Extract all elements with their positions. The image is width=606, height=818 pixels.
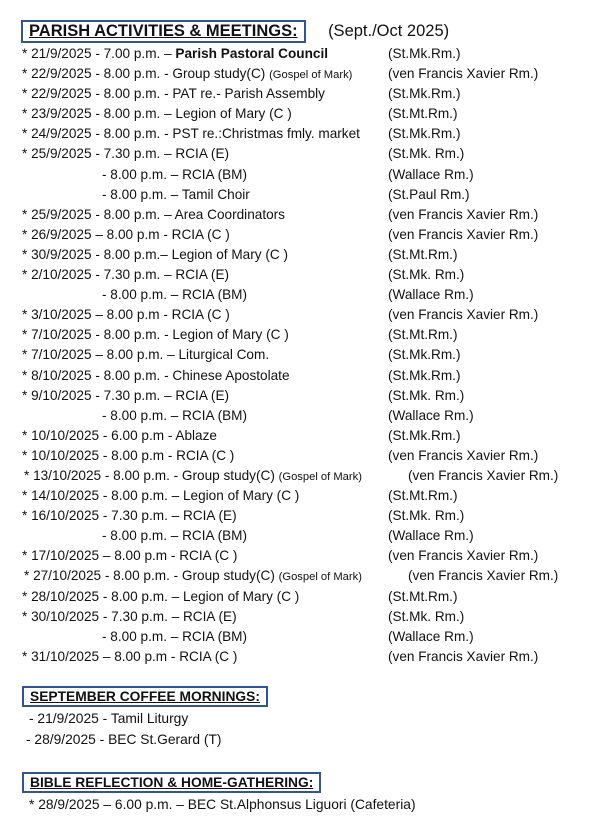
meeting-row <box>0 185 606 205</box>
meeting-time-and-activity: - 8.00 p.m. – RCIA (BM) <box>102 407 248 423</box>
meeting-time-and-activity: * 26/9/2025 – 8.00 p.m - RCIA (C ) <box>22 226 230 242</box>
meeting-venue: (Wallace Rm.) <box>388 628 474 644</box>
meeting-event <box>24 566 362 587</box>
meeting-activity-detail: Parish Pastoral Council <box>175 46 329 61</box>
meeting-event <box>22 144 229 164</box>
meeting-row <box>0 627 606 647</box>
meeting-row <box>0 647 606 667</box>
coffee-item: - 28/9/2025 - BEC St.Gerard (T) <box>26 732 222 747</box>
meetings-list <box>0 44 606 667</box>
meeting-time-and-activity: * 10/10/2025 - 6.00 p.m - Ablaze <box>22 427 217 443</box>
meeting-event <box>22 325 289 345</box>
meeting-time-and-activity: * 9/10/2025 - 7.30 p.m. – RCIA (E) <box>22 387 230 403</box>
meeting-event <box>22 426 217 446</box>
meeting-time-and-activity: - 8.00 p.m. – RCIA (BM) <box>102 166 248 182</box>
meeting-venue: (St.Mk. Rm.) <box>388 146 465 162</box>
meeting-event <box>22 345 269 365</box>
meeting-event <box>22 245 288 265</box>
meeting-row <box>0 406 606 426</box>
meeting-row <box>0 245 606 265</box>
meeting-venue: (St.Mk. Rm.) <box>388 267 465 283</box>
bible-item: * 28/9/2025 – 6.00 p.m. – BEC St.Alphonsus Liguori (Cafeteria) <box>29 797 416 812</box>
meeting-time-and-activity: * 24/9/2025 - 8.00 p.m. - PST re.:Christmas fmly. market <box>22 126 360 142</box>
meeting-time-and-activity: * 7/10/2025 – 8.00 p.m. – Liturgical Com. <box>22 347 270 363</box>
meeting-time-and-activity: - 8.00 p.m. – RCIA (BM) <box>102 628 248 644</box>
page-period: (Sept./Oct 2025) <box>328 22 450 40</box>
meeting-venue: (ven Francis Xavier Rm.) <box>388 548 539 564</box>
meeting-event <box>22 205 285 225</box>
meeting-venue: (St.Mk.Rm.) <box>388 347 461 363</box>
meeting-row <box>0 426 606 446</box>
meeting-venue: (ven Francis Xavier Rm.) <box>388 206 539 222</box>
meeting-row <box>0 566 606 586</box>
meeting-venue: (St.Mk.Rm.) <box>388 126 461 142</box>
meeting-event <box>102 526 247 546</box>
meeting-row <box>0 486 606 506</box>
meeting-time-and-activity: * 7/10/2025 - 8.00 p.m. - Legion of Mary (C ) <box>22 327 289 343</box>
meeting-event <box>22 386 229 406</box>
meeting-row <box>0 466 606 486</box>
meeting-event <box>102 627 247 647</box>
meeting-venue: (ven Francis Xavier Rm.) <box>388 648 539 664</box>
meeting-event <box>102 406 247 426</box>
meeting-venue: (St.Mk.Rm.) <box>388 427 461 443</box>
meeting-event <box>22 124 360 144</box>
meeting-venue: (St.Mk. Rm.) <box>388 387 465 403</box>
meeting-event <box>22 64 352 85</box>
meeting-row <box>0 607 606 627</box>
meeting-row <box>0 325 606 345</box>
meeting-row <box>0 265 606 285</box>
meeting-time-and-activity: * 3/10/2025 – 8.00 p.m - RCIA (C ) <box>22 307 230 323</box>
meeting-event <box>22 486 299 506</box>
meeting-row <box>0 386 606 406</box>
meeting-venue: (St.Mk.Rm.) <box>388 367 461 383</box>
meeting-row <box>0 305 606 325</box>
meeting-row <box>0 285 606 305</box>
meeting-row <box>0 44 606 64</box>
meeting-activity-detail: (Gospel of Mark) <box>278 470 362 483</box>
meeting-event <box>22 446 234 466</box>
meeting-row <box>0 64 606 84</box>
meeting-time-and-activity: * 14/10/2025 - 8.00 p.m. – Legion of Mary (C ) <box>22 488 300 504</box>
meeting-event <box>22 546 237 566</box>
meeting-time-and-activity: * 22/9/2025 - 8.00 p.m. - Group study(C) <box>22 66 270 82</box>
bible-section-header <box>22 772 321 793</box>
meeting-row <box>0 587 606 607</box>
meeting-row <box>0 526 606 546</box>
meeting-time-and-activity: * 28/10/2025 - 8.00 p.m. – Legion of Mary (C ) <box>22 588 300 604</box>
meeting-event <box>22 647 237 667</box>
meeting-event <box>22 225 230 245</box>
meeting-row <box>0 345 606 365</box>
meeting-venue: (St.Mt.Rm.) <box>388 488 458 504</box>
meeting-time-and-activity: * 25/9/2025 - 8.00 p.m. – Area Coordinators <box>22 206 285 222</box>
meeting-row <box>0 104 606 124</box>
meeting-activity-detail: (Gospel of Mark) <box>278 571 362 584</box>
meeting-event <box>102 285 247 305</box>
meeting-venue: (St.Mk.Rm.) <box>388 46 461 61</box>
meeting-event <box>22 366 290 386</box>
meeting-event <box>22 607 237 627</box>
meeting-venue: (St.Mt.Rm.) <box>388 246 458 262</box>
meeting-venue: (St.Mk.Rm.) <box>388 86 461 102</box>
meeting-event <box>22 44 328 64</box>
coffee-section-title: SEPTEMBER COFFEE MORNINGS: <box>22 686 268 707</box>
meeting-event <box>22 265 229 285</box>
meeting-row <box>0 366 606 386</box>
meeting-row <box>0 205 606 225</box>
meeting-time-and-activity: * 23/9/2025 - 8.00 p.m. – Legion of Mary (C ) <box>22 106 292 122</box>
meeting-event <box>102 185 250 205</box>
meeting-time-and-activity: * 31/10/2025 – 8.00 p.m - RCIA (C ) <box>22 648 238 664</box>
meeting-venue: (St.Paul Rm.) <box>388 186 470 202</box>
meeting-time-and-activity: * 22/9/2025 - 8.00 p.m. - PAT re.- Parish Assembly <box>22 86 325 102</box>
meeting-venue: (St.Mk. Rm.) <box>388 508 465 524</box>
meeting-time-and-activity: * 30/10/2025 - 7.30 p.m. – RCIA (E) <box>22 608 237 624</box>
meeting-event <box>22 84 325 104</box>
meeting-time-and-activity: * 30/9/2025 - 8.00 p.m.– Legion of Mary (C ) <box>22 246 288 262</box>
meeting-time-and-activity: * 16/10/2025 - 7.30 p.m. – RCIA (E) <box>22 508 237 524</box>
meeting-event <box>22 587 299 607</box>
meeting-time-and-activity: - 8.00 p.m. – RCIA (BM) <box>102 528 248 544</box>
title-row <box>21 20 449 42</box>
meeting-event <box>22 104 292 124</box>
meeting-venue: (Wallace Rm.) <box>388 407 474 423</box>
meeting-time-and-activity: * 21/9/2025 - 7.00 p.m. – <box>22 46 176 61</box>
meeting-time-and-activity: * 27/10/2025 - 8.00 p.m. - Group study(C) <box>24 568 279 584</box>
meeting-row <box>0 165 606 185</box>
meeting-row <box>0 446 606 466</box>
meeting-venue: (St.Mk. Rm.) <box>388 608 465 624</box>
meeting-row <box>0 506 606 526</box>
meeting-time-and-activity: - 8.00 p.m. – RCIA (BM) <box>102 287 248 303</box>
bible-section-title: BIBLE REFLECTION & HOME-GATHERING: <box>22 772 321 793</box>
meeting-venue: (St.Mt.Rm.) <box>388 327 458 343</box>
page-title: PARISH ACTIVITIES & MEETINGS: <box>21 20 306 43</box>
meeting-event <box>24 466 362 487</box>
meeting-activity-detail: (Gospel of Mark) <box>269 69 353 82</box>
meeting-venue: (St.Mt.Rm.) <box>388 588 458 604</box>
meeting-venue: (Wallace Rm.) <box>388 528 474 544</box>
meeting-time-and-activity: * 17/10/2025 – 8.00 p.m - RCIA (C ) <box>22 548 238 564</box>
meeting-venue: (Wallace Rm.) <box>388 166 474 182</box>
meeting-event <box>102 165 247 185</box>
meeting-venue: (Wallace Rm.) <box>388 287 474 303</box>
meeting-event <box>22 305 230 325</box>
meeting-time-and-activity: - 8.00 p.m. – Tamil Choir <box>102 186 250 202</box>
meeting-venue: (St.Mt.Rm.) <box>388 106 458 122</box>
coffee-item: - 21/9/2025 - Tamil Liturgy <box>29 711 189 726</box>
meeting-time-and-activity: * 8/10/2025 - 8.00 p.m. - Chinese Apostolate <box>22 367 290 383</box>
meeting-row <box>0 546 606 566</box>
meeting-venue: (ven Francis Xavier Rm.) <box>388 447 539 463</box>
meeting-venue: (ven Francis Xavier Rm.) <box>408 568 559 584</box>
meeting-venue: (ven Francis Xavier Rm.) <box>408 467 559 483</box>
meeting-venue: (ven Francis Xavier Rm.) <box>388 307 539 323</box>
meeting-time-and-activity: * 25/9/2025 - 7.30 p.m. – RCIA (E) <box>22 146 230 162</box>
meeting-time-and-activity: * 2/10/2025 - 7.30 p.m. – RCIA (E) <box>22 267 230 283</box>
coffee-section-header <box>22 686 268 707</box>
meeting-row <box>0 144 606 164</box>
meeting-time-and-activity: * 10/10/2025 - 8.00 p.m - RCIA (C ) <box>22 447 235 463</box>
meeting-row <box>0 225 606 245</box>
meeting-venue: (ven Francis Xavier Rm.) <box>388 226 539 242</box>
meeting-venue: (ven Francis Xavier Rm.) <box>388 66 539 82</box>
meeting-row <box>0 124 606 144</box>
meeting-time-and-activity: * 13/10/2025 - 8.00 p.m. - Group study(C) <box>24 467 279 483</box>
meeting-row <box>0 84 606 104</box>
meeting-event <box>22 506 237 526</box>
